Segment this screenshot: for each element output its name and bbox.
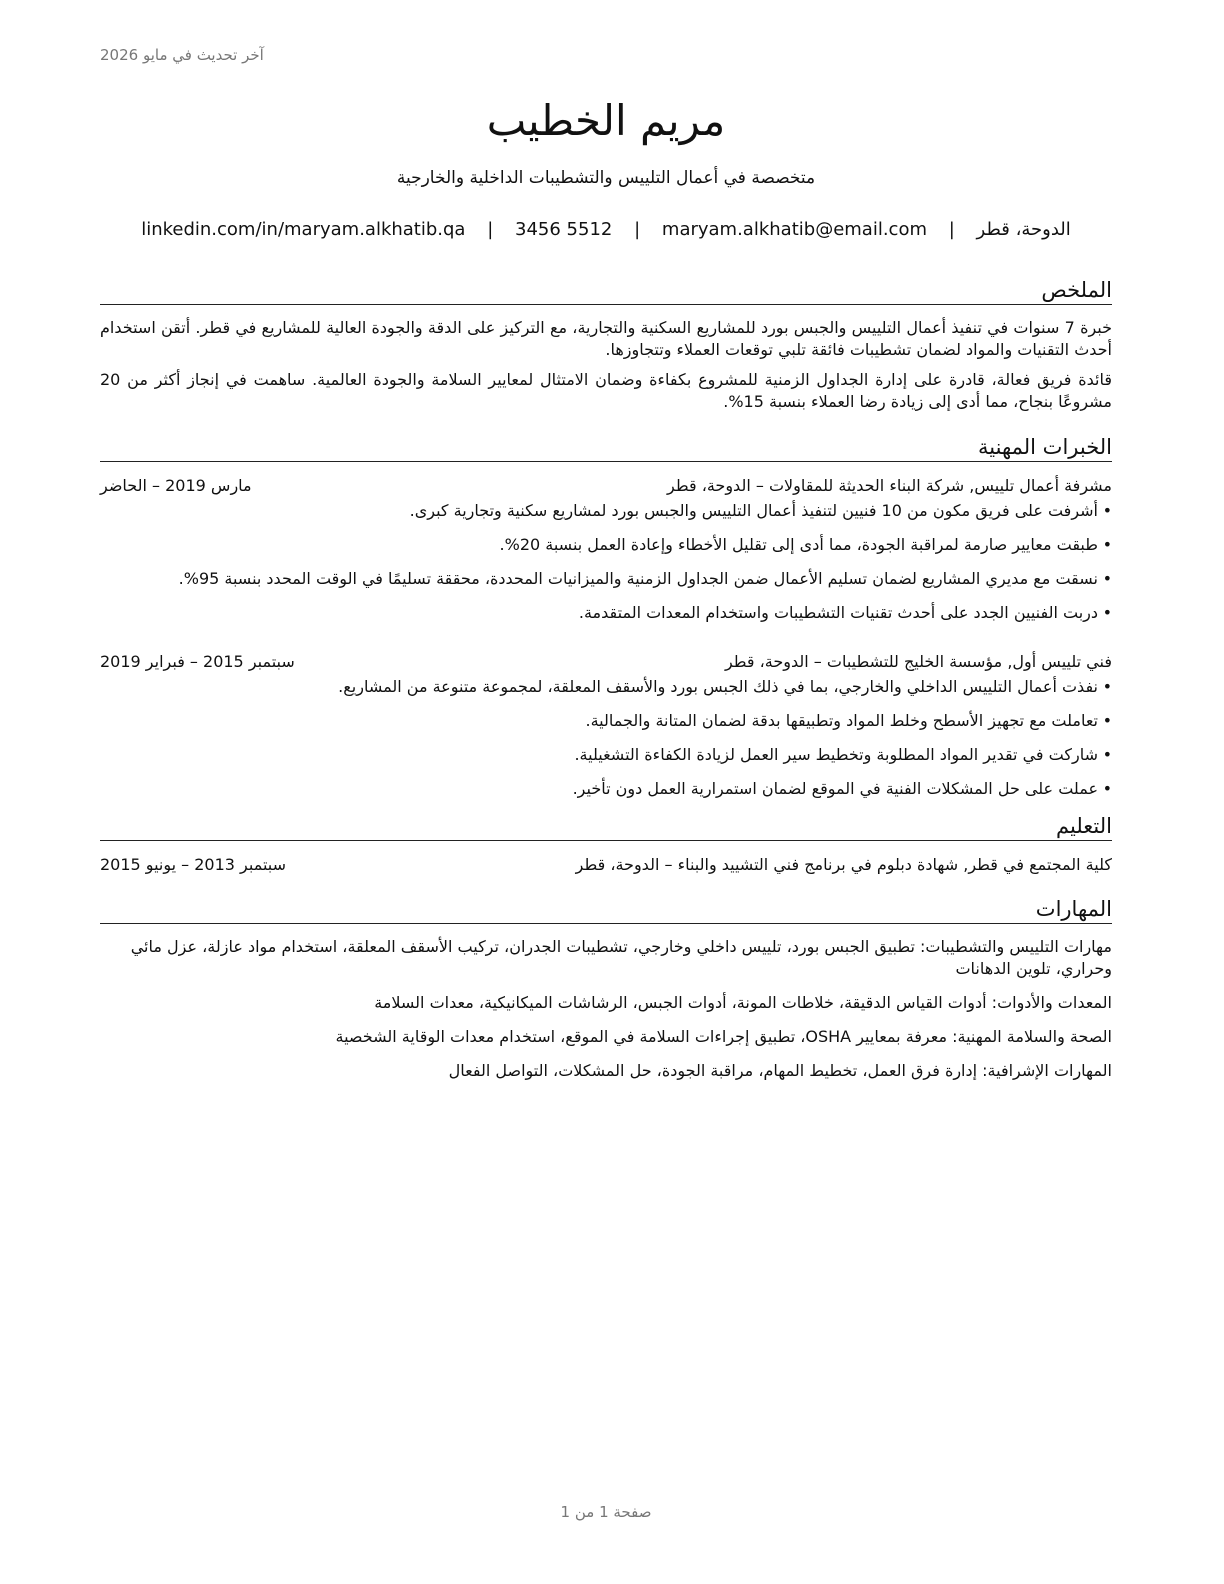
bullet-glyph: •	[1102, 779, 1112, 798]
last-updated-note: آخر تحديث في مايو 2026	[100, 46, 264, 64]
bullet-glyph: •	[1102, 535, 1112, 554]
education-institution-degree: كلية المجتمع في قطر, شهادة دبلوم في برنامج فني التشييد والبناء – الدوحة، قطر	[575, 855, 1112, 874]
job-title-company: مشرفة أعمال تلييس, شركة البناء الحديثة للمقاولات – الدوحة، قطر	[667, 476, 1112, 495]
job-header	[100, 650, 1112, 674]
job-bullets	[100, 500, 1112, 624]
list-item: •عملت على حل المشكلات الفنية في الموقع لضمان استمرارية العمل دون تأخير.	[572, 779, 1112, 798]
job-bullets	[100, 676, 1112, 800]
job-entry	[100, 650, 1112, 800]
bullet-glyph: •	[1102, 745, 1112, 764]
contact-phone[interactable]: 3456 5512	[515, 219, 613, 240]
list-item: •تعاملت مع تجهيز الأسطح وخلط المواد وتطبيقها بدقة لضمان المتانة والجمالية.	[585, 711, 1112, 730]
education-entry	[100, 853, 1112, 877]
section-title-summary: الملخص	[100, 276, 1112, 305]
experience-section	[100, 433, 1112, 800]
candidate-tagline: متخصصة في أعمال التلييس والتشطيبات الداخلية والخارجية	[396, 168, 816, 188]
contact-separator: |	[487, 219, 494, 240]
bullet-glyph: •	[1102, 501, 1112, 520]
skill-line: المهارات الإشرافية: إدارة فرق العمل، تخطيط المهام، مراقبة الجودة، حل المشكلات، التواصل الفعال	[448, 1061, 1112, 1080]
job-dates: مارس 2019 – الحاضر	[100, 476, 252, 495]
contact-email[interactable]: maryam.alkhatib@email.com	[661, 219, 927, 240]
bullet-glyph: •	[1102, 711, 1112, 730]
resume-body	[100, 276, 1112, 1094]
list-item: •نفذت أعمال التلييس الداخلي والخارجي، بما في ذلك الجبس بورد والأسقف المعلقة، لمجموعة متنوعة من المشاريع.	[338, 677, 1112, 696]
list-item: •طبقت معايير صارمة لمراقبة الجودة، مما أدى إلى تقليل الأخطاء وإعادة العمل بنسبة 20%.	[499, 535, 1112, 554]
job-dates: سبتمبر 2015 – فبراير 2019	[100, 652, 295, 671]
list-item: •دربت الفنيين الجدد على أحدث تقنيات التشطيبات واستخدام المعدات المتقدمة.	[578, 603, 1112, 622]
education-section	[100, 812, 1112, 877]
job-title-company: فني تلييس أول, مؤسسة الخليج للتشطيبات – الدوحة، قطر	[724, 652, 1112, 671]
skill-line: المعدات والأدوات: أدوات القياس الدقيقة، خلاطات المونة، أدوات الجبس، الرشاشات الميكانيكية، معدات السلامة	[374, 993, 1112, 1012]
section-title-skills: المهارات	[100, 895, 1112, 924]
contact-separator: |	[634, 219, 641, 240]
list-item: •شاركت في تقدير المواد المطلوبة وتخطيط سير العمل لزيادة الكفاءة التشغيلية.	[574, 745, 1112, 764]
section-title-experience: الخبرات المهنية	[100, 433, 1112, 462]
bullet-glyph: •	[1102, 569, 1112, 588]
list-item: •أشرفت على فريق مكون من 10 فنيين لتنفيذ أعمال التلييس والجبس بورد لمشاريع سكنية وتجارية كبرى.	[409, 501, 1112, 520]
skills-section	[100, 895, 1112, 1082]
skill-line: الصحة والسلامة المهنية: معرفة بمعايير OSHA، تطبيق إجراءات السلامة في الموقع، استخدام معدات الوقاية الشخصية	[335, 1027, 1112, 1046]
bullet-glyph: •	[1102, 677, 1112, 696]
contact-separator: |	[948, 219, 955, 240]
summary-section	[100, 276, 1112, 413]
education-dates: سبتمبر 2013 – يونيو 2015	[100, 855, 287, 874]
candidate-name: مريم الخطيب	[486, 96, 726, 145]
contact-line	[100, 218, 1112, 242]
section-title-education: التعليم	[100, 812, 1112, 841]
list-item: •نسقت مع مديري المشاريع لضمان تسليم الأعمال ضمن الجداول الزمنية والميزانيات المحددة، محققة تسليمًا في الوقت المحدد بنسبة 95%.	[178, 569, 1112, 588]
job-header	[100, 474, 1112, 498]
skill-line: مهارات التلييس والتشطيبات: تطبيق الجبس بورد، تلييس داخلي وخارجي، تشطيبات الجدران، تركيب الأسقف المعلقة، استخدام مواد عازلة، عزل مائي وحراري، تلوين الدهانات	[130, 937, 1112, 978]
page-number: صفحة 1 من 1	[560, 1503, 652, 1521]
summary-paragraph: خبرة 7 سنوات في تنفيذ أعمال التلييس والجبس بورد للمشاريع السكنية والتجارية، مع التركيز على الدقة والجودة العالية للمشاريع في قطر. أتقن استخدام أحدث التقنيات والمواد لضمان تشطيبات فائقة تلبي توقعات العملاء وتتجاوزها.	[100, 318, 1112, 359]
contact-linkedin[interactable]: linkedin.com/in/maryam.alkhatib.qa	[141, 219, 466, 240]
contact-location: الدوحة، قطر	[976, 219, 1071, 240]
resume-page	[100, 0, 1112, 1584]
resume-header	[100, 92, 1112, 242]
summary-paragraph: قائدة فريق فعالة، قادرة على إدارة الجداول الزمنية للمشروع بكفاءة وضمان الامتثال لمعايير السلامة والجودة العالمية. ساهمت في إنجاز أكثر من 20 مشروعًا بنجاح، مما أدى إلى زيادة رضا العملاء بنسبة 15%.	[100, 370, 1112, 411]
job-entry	[100, 474, 1112, 624]
bullet-glyph: •	[1102, 603, 1112, 622]
